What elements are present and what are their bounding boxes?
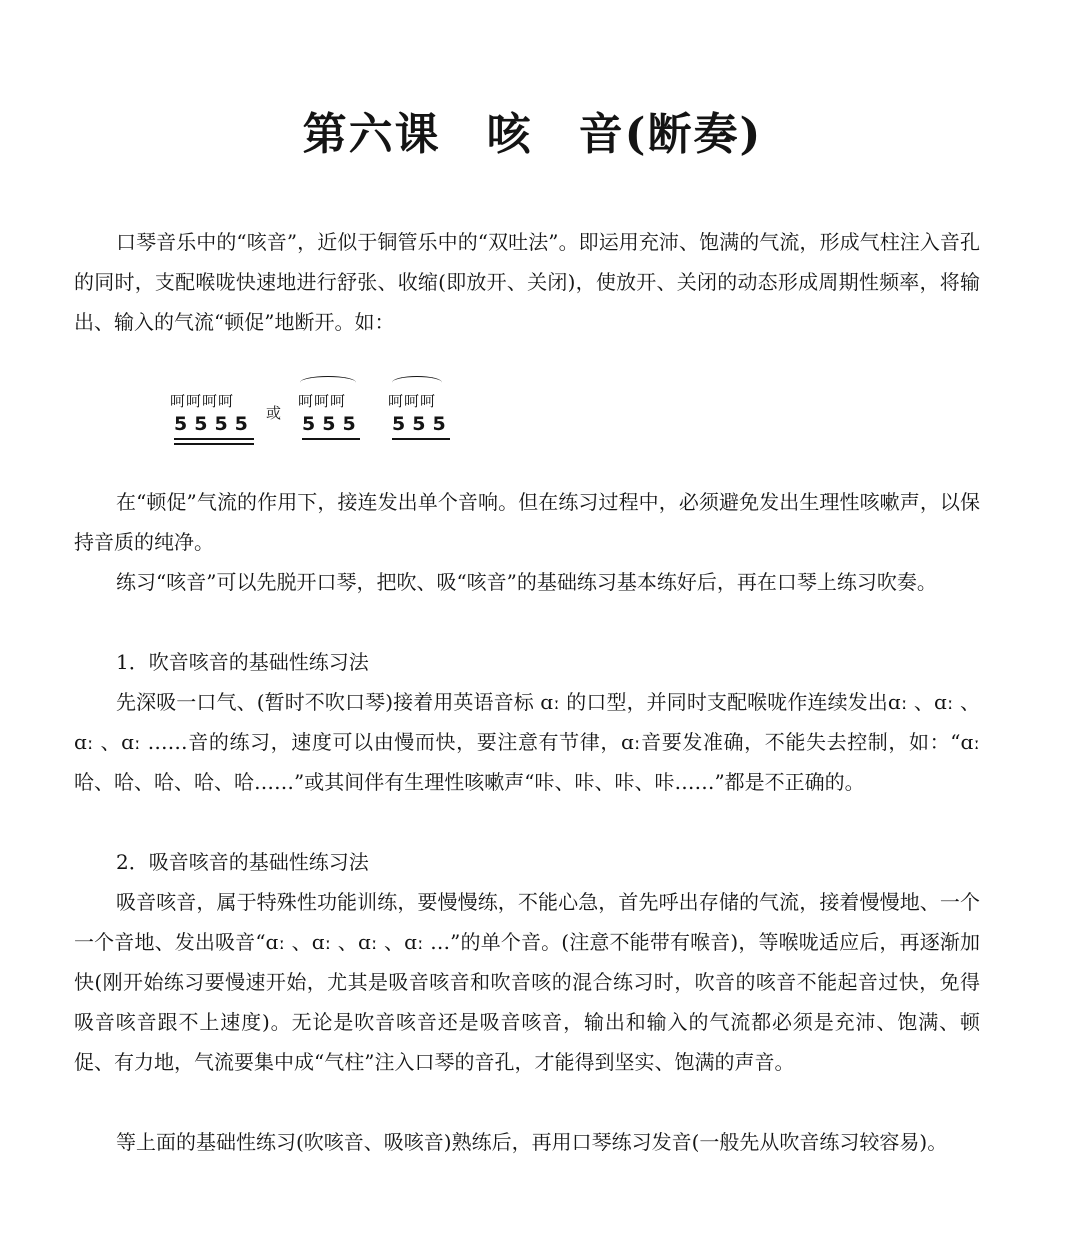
slur-mark xyxy=(300,376,356,389)
beam-line xyxy=(174,438,254,440)
notation-notes: 5555 xyxy=(174,413,255,435)
notation-syllables: 呵呵呵呵 xyxy=(170,392,235,410)
slur-mark xyxy=(392,376,442,389)
notation-notes: 555 xyxy=(392,413,453,435)
or-word: 或 xyxy=(266,404,282,422)
paragraph-5: 吸音咳音，属于特殊性功能训练，要慢慢练，不能心急，首先呼出存储的气流，接着慢慢地、一个一个音地、发出吸音“ɑː 、ɑː 、ɑː 、ɑː …”的单个音。(注意不能带有喉音)，等喉咙适应后，再逐渐加快(刚开始练习要慢速开始，尤其是吸音咳音和吹音咳的混合练习时，吹音的咳音不能起音过快，免得吸音咳音跟不上速度)。无论是吹音咳音还是吸音咳音，输出和输入的气流都必须是充沛、饱满、顿促、有力地，气流要集中成“气柱”注入口琴的音孔，才能得到坚实、饱满的声音。 xyxy=(74,890,980,1074)
paragraph-2: 在“顿促”气流的作用下，接连发出单个音响。但在练习过程中，必须避免发出生理性咳嗽声，以保持音质的纯净。 xyxy=(74,490,980,554)
beam-line xyxy=(302,438,360,440)
section-heading-2: 2．吸音咳音的基础性练习法 xyxy=(116,850,369,874)
page-title: 第六课 咳 音(断奏) xyxy=(302,109,763,160)
paragraph-6: 等上面的基础性练习(吹咳音、吸咳音)熟练后，再用口琴练习发音(一般先从吹音练习较容易)。 xyxy=(116,1130,948,1154)
section-heading-1: 1．吹音咳音的基础性练习法 xyxy=(116,650,369,674)
paragraph-3: 练习“咳音”可以先脱开口琴，把吹、吸“咳音”的基础练习基本练好后，再在口琴上练习吹奏。 xyxy=(116,570,937,594)
notation-example xyxy=(170,372,490,452)
paragraph-4: 先深吸一口气、(暂时不吹口琴)接着用英语音标 ɑː 的口型，并同时支配喉咙作连续发出ɑː 、ɑː 、ɑː 、ɑː ……音的练习，速度可以由慢而快，要注意有节律，ɑː音要发准确，不能失去控制，如：“ɑː 哈、哈、哈、哈、哈……”或其间伴有生理性咳嗽声“咔、咔、咔、咔……”都是不正确的。 xyxy=(74,690,980,794)
beam-line xyxy=(174,443,254,445)
beam-line xyxy=(392,438,450,440)
notation-syllables: 呵呵呵 xyxy=(388,392,437,410)
notation-notes: 555 xyxy=(302,413,363,435)
notation-syllables: 呵呵呵 xyxy=(298,392,347,410)
intro-paragraph: 口琴音乐中的“咳音”，近似于铜管乐中的“双吐法”。即运用充沛、饱满的气流，形成气柱注入音孔的同时，支配喉咙快速地进行舒张、收缩(即放开、关闭)，使放开、关闭的动态形成周期性频率，将输出、输入的气流“顿促”地断开。如： xyxy=(74,230,980,334)
